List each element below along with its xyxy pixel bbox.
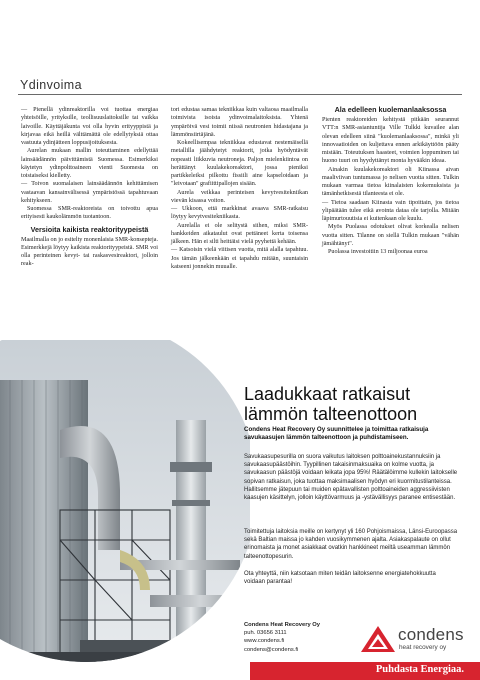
logo-wordmark: condens xyxy=(398,625,464,644)
article-column-2 xyxy=(171,106,308,271)
slogan: Puhdasta Energiaa. xyxy=(375,664,464,675)
contact-web[interactable]: www.condens.fi xyxy=(244,638,285,645)
subheading: Versioita kaikista reaktorityypeistä xyxy=(30,224,149,234)
ad-paragraph: Ota yhteyttä, niin katsotaan miten teidän laitoksenne energiatehokkuutta voidaan parantaa! xyxy=(244,571,436,586)
condens-logo xyxy=(360,625,470,655)
paragraph: Myös Puolassa odotukset olivat korkealla nelisen vuotta sitten. Tilanne on siellä Tulkin mukaan "vähän jämähtänyt". xyxy=(322,224,459,247)
ad-title-line: lämmön talteenottoon xyxy=(244,404,418,424)
article-column-3 xyxy=(322,106,459,256)
paragraph: Aurelan mukaan mallin toteuttaminen edellyttää lainsäädännön päivittämistä Suomessa. Esimerkiksi käytetyn ydinpolttoaineen vienti Suomesta on toistaiseksi kielletty. xyxy=(21,148,158,179)
paragraph: Ainakin kuulakekoreaktori oli Kiinassa aivan maaliviivan tuntumassa jo nelisen vuotta sitten. Tulkin mukaan varmaa tietoa kiinalaisten kokemuksista ja tämänhetkisestä tilanteesta ei ole. xyxy=(322,166,459,198)
advertisement xyxy=(0,340,480,680)
contact-company: Condens Heat Recovery Oy xyxy=(244,622,321,628)
paragraph: Aurelalla ei ole selitystä siihen, miksi SMR-hankkeiden aikataulut ovat pettäneet kerta toisensa jälkeen. Hän ei silti heittäisi vielä pyyhettä kehään. xyxy=(171,222,308,245)
ad-paragraph: Toimitettuja laitoksia meille on kertynyt yli 160 Pohjoismaissa, Länsi-Euroopassa sekä Baltian maissa jo kahden vuosikymmenen ajalta. Asiakaspalaute on ollut erinomaista ja monet asiakkaat ovatkin hankkineet meiltä useamman lämmön talteenottopesurin. xyxy=(244,529,458,560)
contact-block xyxy=(244,621,320,654)
contact-phone: puh. 03656 3111 xyxy=(244,630,287,637)
paragraph: — Tietoa saadaan Kiinasta vain tipoittain, jos tietoa ylipäätään tulee eikä avointa dataa ole tarjolla. Mitään läpimurtouutisia ei kuitenkaan ole kuulu. xyxy=(322,199,459,223)
subheading: Ala edelleen kuolemanlaaksossa xyxy=(334,105,447,114)
plant-photo xyxy=(0,340,250,662)
ad-title-line: Laadukkaat ratkaisut xyxy=(244,384,411,404)
logo-tagline: heat recovery oy xyxy=(399,644,447,651)
ad-paragraph: Savukaasupesurilla on suora vaikutus laitoksen polttoainekustannuksiin ja savukaasupäästöihin. Tyypillinen takaisinmaksuaika on kolme vuotta, ja savukaasun päästöjä voidaan leikata jopa 95%! Räätälöimme kullekin laitokselle sopivan ratkaisun, joka tuottaa maksimaalisen hyödyn eri kuormitustilanteissa. Hallitsemme jätepuun tai muiden epätavallisten polttoaineiden aggressiivisten kaasujen käsittelyn, jolloin käyttövarmuus ja -ystävällisyys paranee entisestään. xyxy=(244,454,458,502)
paragraph: Pienten reaktoreiden kehitystä pitkään seurannut VTT:n SMR-asiantuntija Ville Tulkki kuvailee alan olevan edelleen siinä "kuolemanlaaksossa", minkä yli innovaatioiden on kuljettava ennen arkikäyttöön pääty mistään. Toteutuksen haasteet, voimien loppuminen tai huono tuuri on hyydyttänyt monta hyvääkin ideaa. xyxy=(322,117,459,165)
slogan-bar xyxy=(250,662,480,680)
logo-triangle-icon xyxy=(360,625,396,653)
contact-email[interactable]: condens@condens.fi xyxy=(244,646,299,653)
article-column-1 xyxy=(21,106,158,269)
paragraph: — Toivon suomalaisen lainsäädännön kehittämisen vastaavan kansainvälisessä ympäristössä tapahtuvaan kehitykseen. xyxy=(21,181,158,204)
paragraph: — Katsoisin vielä viitisen vuotta, mitä alalla tapahtuu. Jos tämän jälkeenkään ei tapahdu mitään, suuntaisin katseeni jonnekin muualle. xyxy=(171,247,308,270)
paragraph: — Ukkoon, että markkinat avaava SMR-ratkaisu löytyy kevytvesitekniikasta. xyxy=(171,206,308,221)
paragraph: Kokeellisempaa tekniikkaa edustavat nestemäisellä metallilla jäähdytetyt reaktorit, jotka hyödyntävät nopeasti liikkuvia neutroneja. Paljon mielenkiintoa on herättänyt kuulakekoreaktori, jossa pieniksi partikkeleiksi pilkottu fissiili aine kapseloidaan ja "leivotaan" grafiittipallojen sisään. xyxy=(171,140,308,188)
ad-title xyxy=(244,384,466,424)
paragraph: Suomessa SMR-reaktoreista on toivottu apua erityisesti kaukolämmön tuotantoon. xyxy=(21,206,158,221)
paragraph: Aurela veikkaa perinteisen kevytvesitekniikan vievän kisassa voiton. xyxy=(171,189,308,204)
paragraph: tori edustaa samaa tekniikkaa kuin valtaosa maailmalla toimivista isoista ydinvoimalaitoksista. Yhtenä ympäröivä vesi toimii niissä neutronien hidastajana ja lämmönsiirtäjänä. xyxy=(171,107,308,138)
ad-lead: Condens Heat Recovery Oy suunnittelee ja toimittaa ratkaisuja savukaasujen lämmön talteenottoon ja puhdistamiseen. xyxy=(244,426,429,442)
paragraph: Puolassa investoitiin 13 miljoonaa euroa xyxy=(328,249,428,256)
section-divider xyxy=(18,94,462,95)
section-title: Ydinvoima xyxy=(20,78,82,92)
paragraph: Maailmalla on jo esitelty monenlaisia SMR-konsepteja. Esimerkkejä löytyy kaikista reaktorityypeistä. SMR voi olla perinteinen kevyt- tai raskasvesireaktori, jolloin reak- xyxy=(21,236,158,268)
paragraph: — Pienellä ydinreaktorilla voi tuottaa energiaa yhteisöille, yrityksille, teollisuuslaitoksille tai vaikka laivoille. Käyttäjäkunta voi olla hyvin erityyppistä ja kirjavaa eikä heillä välttämättä ole edellytyksiä ottaa vastuuta ydinjätteen loppusijoituksesta. xyxy=(21,107,158,146)
